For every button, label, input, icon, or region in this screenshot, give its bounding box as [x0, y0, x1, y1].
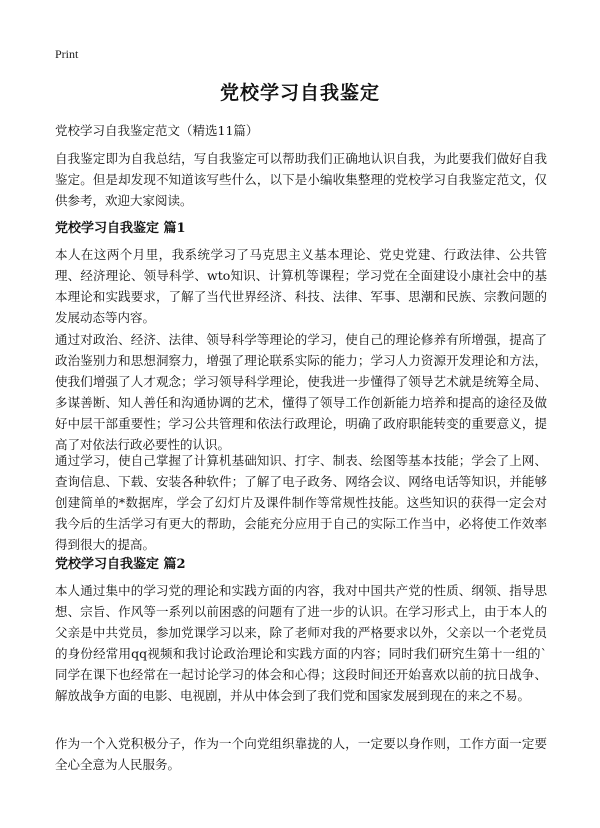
subtitle: 党校学习自我鉴定范文（精选11篇） [55, 123, 259, 138]
section-heading-1: 党校学习自我鉴定 篇1 [55, 221, 186, 236]
section-heading-2: 党校学习自我鉴定 篇2 [55, 557, 186, 572]
section-1-paragraph-3: 通过学习，使自己掌握了计算机基础知识、打字、制表、绘图等基本技能；学会了上网、查询信息、下载、安装各种软件；了解了电子政务、网络会议、网络电话等知识，并能够创建简单的*数据库，学会了幻灯片及课件制作等常规性技能。这些知识的获得一定会对我今后的生活学习有更大的帮助，会能充分应用于自己的实际工作当中，必将使工作效率得到很大的提高。 [55, 453, 547, 552]
section-1-paragraph-1: 本人在这两个月里，我系统学习了马克思主义基本理论、党史党建、行政法律、公共管理、经济理论、领导科学、wto知识、计算机等课程；学习党在全面建设小康社会中的基本理论和实践要求，了解了当代世界经济、科技、法律、军事、思潮和民族、宗教问题的发展动态等内容。 [55, 247, 547, 325]
page-title: 党校学习自我鉴定 [219, 82, 380, 104]
print-label[interactable]: Print [55, 47, 79, 61]
section-2-paragraph-2: 作为一个入党积极分子，作为一个向党组织靠拢的人，一定要以身作则，工作方面一定要全心全意为人民服务。 [55, 736, 547, 772]
section-1-paragraph-2: 通过对政治、经济、法律、领导科学等理论的学习，使自己的理论修养有所增强，提高了政治鉴别力和思想洞察力，增强了理论联系实际的能力；学习人力资源开发理论和方法，使我们增强了人才观念；学习领导科学理论，使我进一步懂得了领导艺术就是统筹全局、多谋善断、知人善任和沟通协调的艺术，懂得了领导工作创新能力培养和提高的途径及做好中层干部重要性；学习公共管理和依法行政理论，明确了政府职能转变的重要意义，提高了对依法行政必要性的认识。 [55, 332, 547, 452]
section-2-paragraph-1: 本人通过集中的学习党的理论和实践方面的内容，我对中国共产党的性质、纲领、指导思想、宗旨、作风等一系列以前困惑的问题有了进一步的认识。在学习形式上，由于本人的父亲是中共党员，参加党课学习以来，除了老师对我的严格要求以外，父亲以一个老党员的身份经常用qq视频和我讨论政治理论和实践方面的内容；同时我们研究生第十一组的`同学在课下也经常在一起讨论学习的体会和心得；这段时间还开始喜欢以前的抗日战争、解放战争方面的电影、电视剧，并从中体会到了我们党和国家发展到现在的来之不易。 [55, 583, 547, 703]
intro-paragraph: 自我鉴定即为自我总结，写自我鉴定可以帮助我们正确地认识自我，为此要我们做好自我鉴定。但是却发现不知道该写些什么，以下是小编收集整理的党校学习自我鉴定范文，仅供参考，欢迎大家阅读。 [55, 151, 547, 208]
